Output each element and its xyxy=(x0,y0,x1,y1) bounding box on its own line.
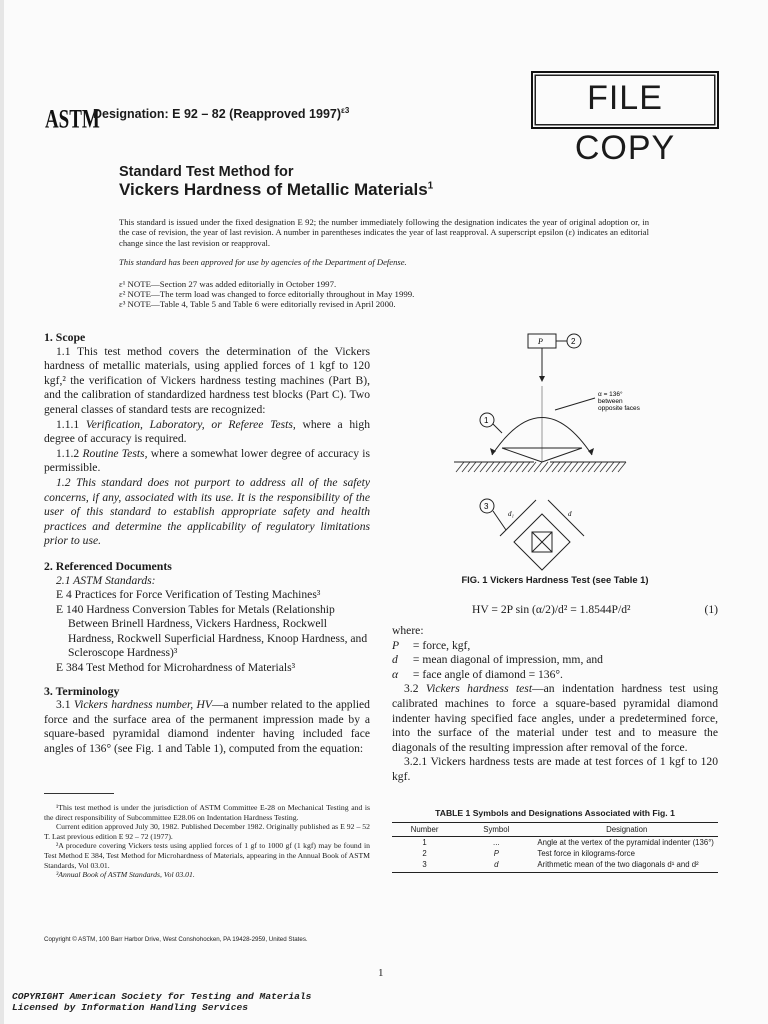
table-cell: ... xyxy=(493,838,500,847)
table-cell: Arithmetic mean of the two diagonals d¹ and d² xyxy=(535,859,718,873)
footnote-2: ²A procedure covering Vickers tests using applied forces of 1 gf to 1000 gf (1 kgf) may be found in Test Method E 384, Test Method for Microhardness of Materials, appearing in the Annual Book of ASTM Standards, Vol 03.01. xyxy=(44,841,370,870)
left-column xyxy=(44,330,370,757)
table-1-title: TABLE 1 Symbols and Designations Associated with Fig. 1 xyxy=(435,808,675,818)
table-row xyxy=(392,859,718,873)
terminology-heading: 3. Terminology xyxy=(44,683,120,698)
scope-1-1: 1.1 This test method covers the determination of the Vickers hardness of metallic materials, using applied forces of 1 kgf to 120 kgf,² the verification of Vickers hardness testing machines (Part B), and the calibration of standardized hardness test blocks (Part C). Two general classes of standard tests are recognized: xyxy=(44,344,370,416)
page-number: 1 xyxy=(378,967,384,979)
table-cell: P xyxy=(493,849,499,858)
astm-logo-icon xyxy=(44,104,100,134)
title-line-1: Standard Test Method for xyxy=(119,164,294,180)
scope-1-1-1: 1.1.1 Verification, Laboratory, or Referee Tests, where a high degree of accuracy is required. xyxy=(44,417,370,446)
table-cell: 3 xyxy=(392,859,457,873)
ref-item-e384: E 384 Test Method for Microhardness of Materials³ xyxy=(56,661,296,675)
footnote-1b: Current edition approved July 30, 1982. Published December 1982. Originally published as E 92 – 52 T. Last previous edition E 92 – 72 (1977). xyxy=(44,822,370,841)
note-2: ε² NOTE—The term load was changed to force editorially throughout in May 1999. xyxy=(119,289,415,299)
table-1 xyxy=(392,822,718,873)
table-cell: Test force in kilograms-force xyxy=(537,849,635,858)
ref-item-e4: E 4 Practices for Force Verification of Testing Machines³ xyxy=(56,588,321,602)
title-line-2: Vickers Hardness of Metallic Materials$^1$ xyxy=(119,180,434,199)
table-cell: 1 xyxy=(422,838,427,847)
right-column xyxy=(392,624,718,785)
editorial-notes xyxy=(119,279,639,309)
where-def-d: d = mean diagonal of impression, mm, and xyxy=(392,653,603,667)
terminology-3-2-1: 3.2.1 Vickers hardness tests are made at test forces of 1 kgf to 120 kgf. xyxy=(392,755,718,783)
table-cell: 2 xyxy=(422,849,427,858)
file-copy-stamp: FILE COPY xyxy=(531,71,719,129)
footer-line-1: COPYRIGHT American Society for Testing and Materials xyxy=(12,991,312,1002)
table-cell: d xyxy=(457,859,535,873)
note-3: ε³ NOTE—Table 4, Table 5 and Table 6 were editorially revised in April 2000. xyxy=(119,299,396,309)
fig-callout-2: 2 xyxy=(571,337,576,346)
designation: Designation: E 92 – 82 (Reapproved 1997)$^{\varepsilon 3}$ xyxy=(93,106,350,122)
table-row xyxy=(392,837,718,849)
svg-text:ASTM: ASTM xyxy=(44,104,100,134)
table-header-symbol: Symbol xyxy=(457,823,535,837)
table-header-number: Number xyxy=(392,823,457,837)
dod-approval: This standard has been approved for use by agencies of the Department of Defense. xyxy=(119,257,407,267)
copyright-line: Copyright © ASTM, 100 Barr Harbor Drive, West Conshohocken, PA 19428-2959, United States. xyxy=(44,936,308,943)
fig-callout-3: 3 xyxy=(484,502,489,511)
fig-label-p: P xyxy=(538,337,543,346)
ref-item-e140: E 140 Hardness Conversion Tables for Metals (Relationship Between Brinell Hardness, Vickers Hardness, Rockwell Hardness, Rockwell Superficial Hardness, Knoop Hardness, and Scleroscope Hardness)³ xyxy=(56,602,368,660)
footer-line-2: Licensed by Information Handling Services xyxy=(12,1002,249,1013)
table-cell: Angle at the vertex of the pyramidal indenter (136°) xyxy=(537,838,714,847)
footnote-rule xyxy=(44,793,114,794)
fig-label-d1: d₁ xyxy=(508,510,514,518)
fig-callout-1: 1 xyxy=(484,416,489,425)
terminology-3-1: 3.1 Vickers hardness number, HV—a number related to the applied force and the surface area of the permanent impression made by a square-based pyramidal diamond indenter having included face angles of 136° (see Fig. 1 and Table 1), computed from the equation: xyxy=(44,698,370,756)
footnote-1: ¹This test method is under the jurisdiction of ASTM Committee E-28 on Mechanical Testing and is the direct responsibility of Subcommittee E28.06 on Indentation Hardness Testing. xyxy=(44,803,370,822)
equation-text: HV = 2P sin (α/2)/d² = 1.8544P/d² xyxy=(472,603,631,616)
table-header-designation: Designation xyxy=(535,823,718,837)
equation-number: (1) xyxy=(704,603,718,616)
table-row xyxy=(392,848,718,859)
intro-paragraph: This standard is issued under the fixed designation E 92; the number immediately following the designation indicates the year of original adoption or, in the case of revision, the year of last revision. A number in parentheses indicates the year of last reapproval. A superscript epsilon (ε) indicates an editorial change since the last revision or reapproval. xyxy=(119,217,649,248)
figure-caption: FIG. 1 Vickers Hardness Test (see Table 1) xyxy=(461,574,649,585)
fig-angle-label-3: opposite faces xyxy=(598,405,640,412)
vickers-indenter-diagram xyxy=(440,330,640,575)
footer xyxy=(12,991,311,1013)
table-header-row xyxy=(392,823,718,837)
fig-label-d2: d xyxy=(568,510,572,518)
scan-edge xyxy=(0,0,4,1024)
where-label: where: xyxy=(392,624,424,637)
refs-heading: 2. Referenced Documents xyxy=(44,558,172,573)
refs-sub: 2.1 ASTM Standards: xyxy=(56,573,156,587)
where-def-alpha: α = face angle of diamond = 136°. xyxy=(392,667,563,681)
fig-angle-label-1: α = 136° xyxy=(598,391,623,398)
terminology-3-2: 3.2 Vickers hardness test—an indentation hardness test using calibrated machines to force a square-based pyramidal diamond indenter having specified face angles, under a predetermined force, into the surface of the material under test and to measure the diagonals of the resulting impression after removal of the force. xyxy=(392,682,718,754)
footnote-3: ³Annual Book of ASTM Standards, Vol 03.01. xyxy=(56,870,195,880)
note-1: ε¹ NOTE—Section 27 was added editorially in October 1997. xyxy=(119,279,337,289)
scope-1-2: 1.2 This standard does not purport to address all of the safety concerns, if any, associated with its use. It is the responsibility of the user of this standard to establish appropriate safety and health practices and determine the applicability of regulatory limitations prior to use. xyxy=(44,475,370,548)
scope-1-1-2: 1.1.2 Routine Tests, where a somewhat lower degree of accuracy is permissible. xyxy=(44,446,370,475)
where-def-p: P = force, kgf, xyxy=(392,638,471,652)
fig-angle-label-2: between xyxy=(598,398,623,405)
figure-1 xyxy=(440,330,640,575)
scope-heading: 1. Scope xyxy=(44,330,86,344)
footnotes xyxy=(44,803,370,880)
